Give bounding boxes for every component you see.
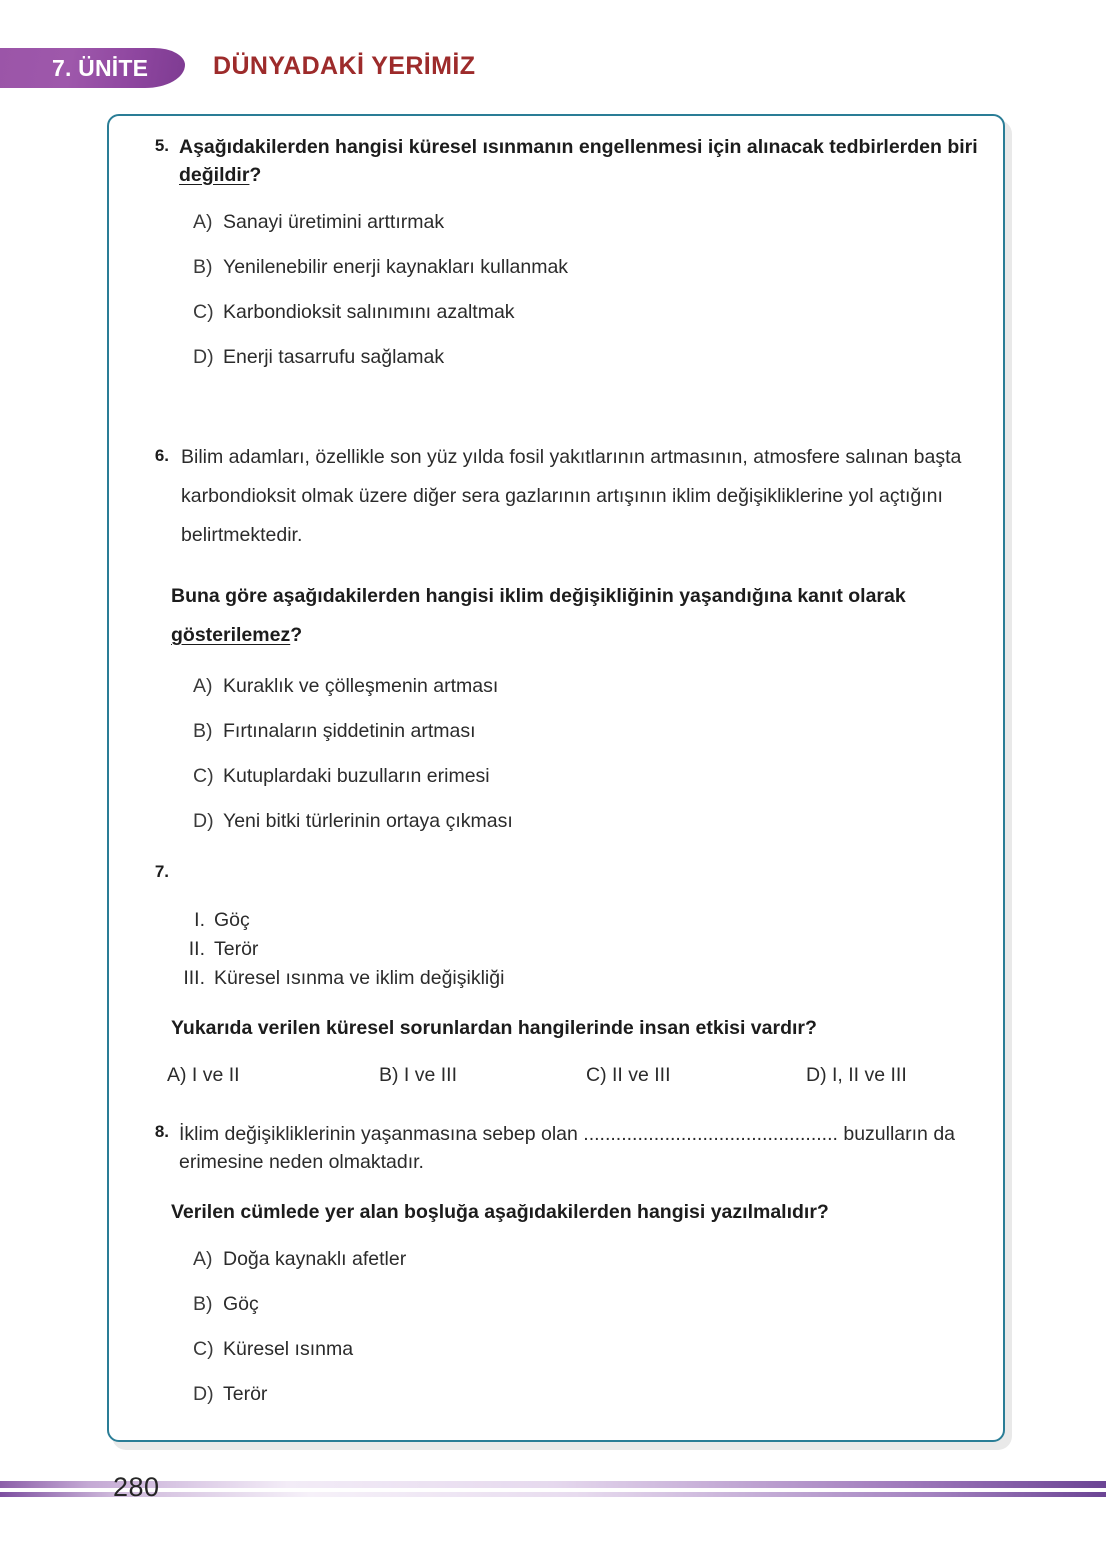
- unit-banner-label: 7. ÜNİTE: [52, 54, 149, 81]
- option-b-text: Göç: [223, 1293, 259, 1316]
- roman-item-3: [161, 964, 1003, 993]
- option-a-letter: A): [193, 211, 213, 234]
- question-6-ask-underlined: gösterilemez: [171, 624, 291, 646]
- option-b-text: Fırtınaların şiddetinin artması: [223, 720, 476, 742]
- roman-item-1-text: Göç: [214, 909, 250, 931]
- option-d-text: Enerji tasarrufu sağlamak: [223, 346, 445, 369]
- option-d[interactable]: [193, 810, 1003, 833]
- page-footer: [0, 1472, 1106, 1521]
- question-8-number: 8.: [154, 1122, 169, 1141]
- question-5-number: 5.: [154, 136, 169, 155]
- option-a[interactable]: [193, 675, 1003, 698]
- option-c-text: Küresel ısınma: [223, 1338, 354, 1361]
- option-b[interactable]: [193, 720, 1003, 743]
- option-d[interactable]: [193, 346, 1003, 369]
- option-b[interactable]: B) I ve III: [379, 1064, 458, 1087]
- question-8-stem-part1: İklim değişikliklerinin yaşanmasına sebep olan: [179, 1123, 584, 1145]
- option-c[interactable]: [193, 765, 1003, 788]
- option-b[interactable]: [193, 256, 1003, 279]
- option-a[interactable]: A) I ve II: [167, 1064, 240, 1087]
- option-a[interactable]: [193, 1248, 1003, 1271]
- roman-item-2: [161, 935, 1003, 964]
- question-7: [109, 862, 1003, 1087]
- option-c[interactable]: C) II ve III: [586, 1064, 671, 1087]
- question-5: [109, 134, 1003, 391]
- question-6-ask-part2: ?: [290, 624, 303, 646]
- question-8-stem: [179, 1120, 979, 1177]
- option-a-text: Sanayi üretimini arttırmak: [223, 211, 445, 234]
- option-d-letter: D): [193, 1383, 214, 1406]
- option-a-text: Kuraklık ve çölleşmenin artması: [223, 675, 499, 697]
- question-8-ask: Verilen cümlede yer alan boşluğa aşağıdakilerden hangisi yazılmalıdır?: [171, 1200, 829, 1223]
- question-5-stem-part1: Aşağıdakilerden hangisi küresel ısınmanın engellenmesi için alınacak tedbirlerden biri: [179, 136, 978, 158]
- question-8-blank: ...............................................: [583, 1123, 838, 1145]
- option-c-text: Karbondioksit salınımını azaltmak: [223, 301, 515, 324]
- roman-item-1-numeral: I.: [194, 909, 205, 931]
- question-5-options: [109, 211, 1003, 369]
- question-6-stem: Bilim adamları, özellikle son yüz yılda fosil yakıtlarının artmasının, atmosfere salınan başta karbondioksit olmak üzere diğer sera gazlarının artışının iklim değişikliklerine yol açtığını belirtmektedir.: [181, 446, 962, 546]
- question-6-number: 6.: [154, 446, 169, 465]
- option-d-letter: D): [193, 810, 214, 832]
- footer-rule-bottom: [0, 1492, 1106, 1497]
- question-6-ask-part1: Buna göre aşağıdakilerden hangisi iklim değişikliğinin yaşandığına kanıt olarak: [171, 585, 906, 607]
- roman-item-3-text: Küresel ısınma ve iklim değişikliği: [214, 966, 505, 989]
- option-c-letter: C): [193, 765, 214, 787]
- option-b-letter: B): [193, 1293, 213, 1316]
- option-c[interactable]: [193, 1338, 1003, 1361]
- option-d-text: Terör: [223, 1383, 268, 1406]
- questions-content-box: [107, 114, 1005, 1442]
- option-a[interactable]: [193, 211, 1003, 234]
- roman-item-1: [161, 906, 1003, 935]
- question-5-stem: [179, 134, 979, 189]
- roman-item-2-text: Terör: [214, 937, 259, 960]
- question-7-ask: Yukarıda verilen küresel sorunlardan hangilerinde insan etkisi vardır?: [171, 1016, 817, 1039]
- question-8-stem-part2: buzulların da erimesine neden olmaktadır.: [179, 1123, 956, 1174]
- option-d[interactable]: D) I, II ve III: [806, 1064, 907, 1087]
- option-a-letter: A): [193, 1248, 213, 1271]
- question-5-stem-underlined: değildir: [179, 163, 250, 186]
- page-header: [0, 48, 1106, 90]
- option-c-letter: C): [193, 301, 214, 324]
- option-d[interactable]: [193, 1383, 1003, 1406]
- question-7-options: [109, 1064, 1003, 1087]
- footer-rule-top: [0, 1481, 1106, 1488]
- question-6-ask: [109, 577, 971, 655]
- option-c-text: Kutuplardaki buzulların erimesi: [223, 765, 490, 787]
- question-6: [109, 438, 1003, 855]
- option-b[interactable]: [193, 1293, 1003, 1316]
- question-8: [109, 1120, 1003, 1428]
- option-d-text: Yeni bitki türlerinin ortaya çıkması: [223, 810, 513, 832]
- question-6-options: [109, 675, 1003, 833]
- question-5-stem-part2: ?: [249, 163, 262, 186]
- option-c[interactable]: [193, 301, 1003, 324]
- page-title: DÜNYADAKİ YERİMİZ: [213, 52, 476, 80]
- option-c-letter: C): [193, 1338, 214, 1361]
- option-b-letter: B): [193, 720, 213, 742]
- option-b-text: Yenilenebilir enerji kaynakları kullanmak: [223, 256, 569, 279]
- option-b-letter: B): [193, 256, 213, 279]
- question-7-roman-list: [109, 906, 1003, 993]
- page-number: 280: [113, 1472, 160, 1502]
- question-7-number: 7.: [154, 862, 169, 881]
- unit-banner: [0, 48, 185, 88]
- roman-item-3-numeral: III.: [183, 966, 205, 989]
- question-8-options: [109, 1248, 1003, 1406]
- option-d-letter: D): [193, 346, 214, 369]
- roman-item-2-numeral: II.: [188, 937, 205, 960]
- option-a-letter: A): [193, 675, 213, 697]
- option-a-text: Doğa kaynaklı afetler: [223, 1248, 407, 1271]
